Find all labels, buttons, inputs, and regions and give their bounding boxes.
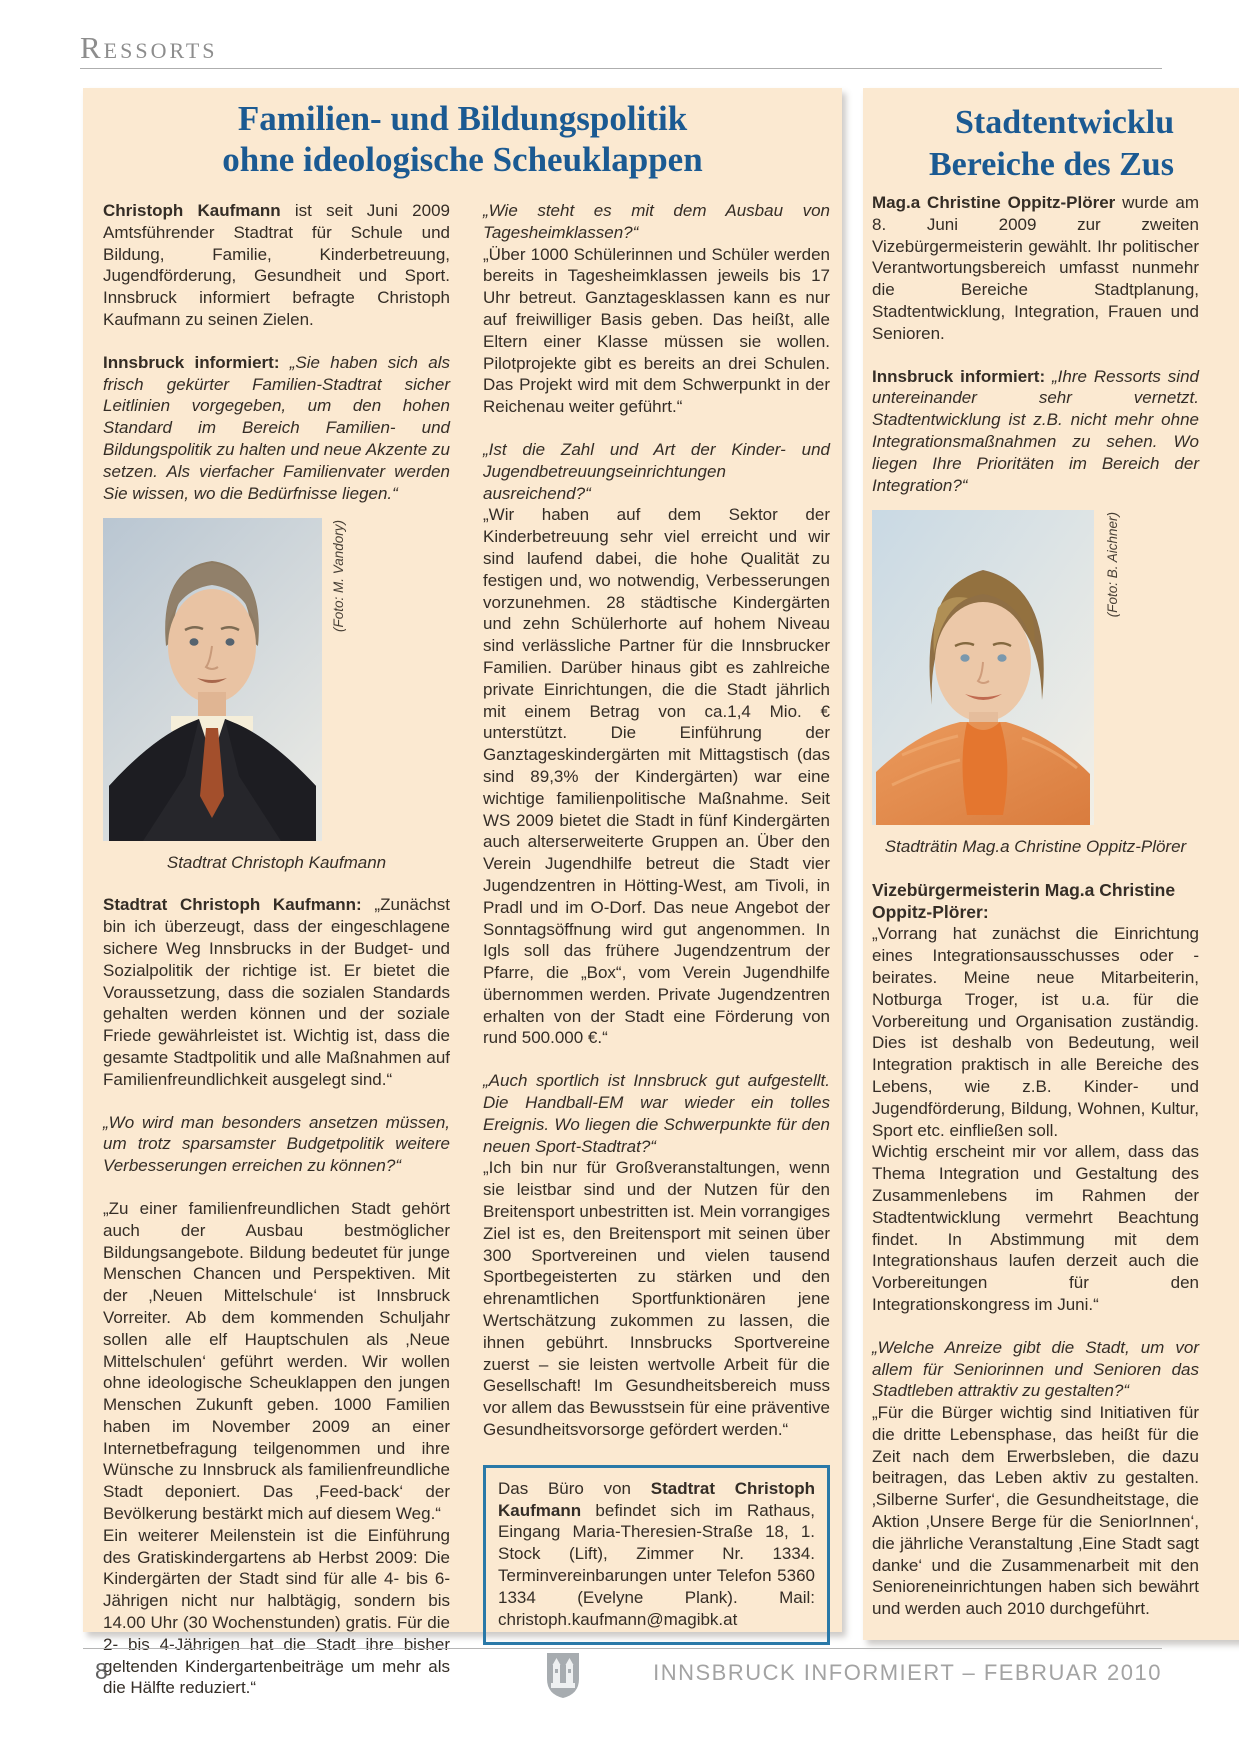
portrait-woman-image <box>872 510 1094 830</box>
answer-paragraph: „Zu einer familienfreundlichen Stadt gehört auch der Ausbau bestmöglicher Bildungsangebote. Bildung bedeutet für junge Menschen Chancen und Perspektiven. Mit der ‚Neuen Mittelschule‘ ist Innsbruck Vorreiter. Ab dem kommenden Schuljahr sollen alle elf Hauptschulen als ‚Neue Mittelschulen‘ geführt werden. Wir wollen ohne ideologische Scheuklappen den jungen Menschen Zukunft geben. 1000 Familien haben im November 2009 an einer Internetbefragung teilgenommen und ihre Wünsche zu Innsbruck als familienfreundliche Stadt deponiert. Das ‚Feed-back‘ der Bevölkerung bestärkt mich auf diesem Weg.“ <box>103 1198 450 1524</box>
answer-paragraph: „Ich bin nur für Großveranstaltungen, wenn sie leistbar sind und der Nutzen für den Breitensport unbestritten ist. Mein vorrangiges Ziel ist es, den Breitensport mit seinen über 300 Sportvereinen und vielen tausend Sportbegeisterten zu stärken und den ehrenamtlichen Sportfunktionären jene Wertschätzung zukommen zu lassen, die ihnen gebührt. Innsbrucks Sportvereine zuerst – sie leisten wertvolle Arbeit für die Gesellschaft! Im Gesundheitsbereich muss vor allem das Bewusstsein für eine präventive Gesundheitsvorsorge gefördert werden.“ <box>483 1158 830 1440</box>
article-city-title-line2: Bereiche des Zus <box>929 146 1174 183</box>
answer-paragraph: Wichtig erscheint mir vor allem, dass das Thema Integration und Gestaltung des Zusammenlebens im Rahmen der Stadtentwicklung vermehrt Beachtung findet. In Abstimmung mit dem Integrationshaus laufen derzeit auch die Vorbereitungen für den Integrationskongress im Juni.“ <box>872 1142 1199 1314</box>
footer-issue-label: INNSBRUCK INFORMIERT – FEBRUAR 2010 <box>653 1660 1162 1685</box>
answer-text: „Zunächst bin ich überzeugt, dass der eingeschlagene sichere Weg Innsbrucks in der Budget- und Sozialpolitik der richtige ist. Er bietet die Voraussetzung, dass die sozialen Standards gehalten werden können und der soziale Friede gewährleistet ist. Wichtig ist, dass die gesamte Stadtpolitik und alle Maßnahmen auf Familienfreundlichkeit ausgelegt sind.“ <box>103 895 450 1089</box>
page-number: 8 <box>95 1658 108 1684</box>
column-1 <box>103 200 450 1699</box>
answer-paragraph: „Für die Bürger wichtig sind Initiativen für die dritte Lebensphase, das heißt für die Zeit nach dem Erwerbsleben, die dazu beitragen, das Leben aktiv zu gestalten. ‚Silberne Surfer‘, die Gesundheitstage, die Aktion ‚Unsere Berge für die SeniorInnen‘, die jährliche Veranstaltung ‚Eine Stadt sagt danke‘ und die Zusammenarbeit mit den Senioreneinrichtungen haben sich bewährt und werden auch 2010 durchgeführt. <box>872 1403 1199 1619</box>
question: „Ist die Zahl und Art der Kinder- und Jugendbetreuungseinrichtungen ausreichend?“ <box>483 439 830 503</box>
photo-credit: (Foto: B. Aichner) <box>1105 512 1120 618</box>
photo-christine-oppitz-ploerer <box>872 510 1120 830</box>
section-kicker: Ressorts <box>80 30 218 65</box>
article-city-panel <box>863 88 1239 1640</box>
footer-rule <box>83 1648 1162 1649</box>
intro-text: wurde am 8. Juni 2009 zur zweiten Vizebürgermeisterin gewählt. Ihr politischer Verantwortungsbereich umfasst nunmehr die Bereiche Stadtplanung, Stadtentwicklung, Integration, Frauen und Senioren. <box>872 193 1199 343</box>
interviewer-label: Innsbruck informiert: <box>103 352 290 372</box>
portrait-man-image <box>103 518 322 846</box>
answer-paragraph: „Vorrang hat zunächst die Einrichtung eines Integrationsausschusses oder -beirates. Meine neue Mitarbeiterin, Notburga Troger, ist u.a. für die Vorbereitung und Organisation zuständig. Dies ist deshalb von Bedeutung, weil Integration praktisch in alle Bereiche des Lebens, wie z.B. Kinder- und Jugendförderung, Bildung, Wohnen, Kultur, Sport etc. einfließen soll. <box>872 924 1199 1140</box>
info-bold-name: Stadtrat Christoph Kaufmann <box>498 1478 815 1520</box>
article-city-body <box>872 192 1199 1620</box>
title-line-1: Familien- und Bildungspolitik <box>237 99 688 138</box>
column-2 <box>483 200 830 1699</box>
photo-caption: Stadtrat Christoph Kaufmann <box>166 853 387 873</box>
intro-text: ist seit Juni 2009 Amtsführender Stadtrat für Schule und Bildung, Familie, Kinderbetreuung, Jugendförderung, Gesundheit und Sport. Innsbruck informiert befragte Christoph Kaufmann zu seinen Zielen. <box>103 201 451 329</box>
innsbruck-coat-of-arms-icon <box>545 1652 581 1704</box>
question: „Wie steht es mit dem Ausbau von Tagesheimklassen?“ <box>483 201 830 242</box>
intro-paragraph <box>872 192 1199 345</box>
answer-paragraph: „Über 1000 Schülerinnen und Schüler werden bereits in Tagesheimklassen jeweils bis 17 Uhr betreut. Ganztagesklassen kann es nur auf freiwilliger Basis geben. Das heißt, alle Eltern einer Klasse müssen sie wollen. Pilotprojekte gibt es bereits an drei Schulen. Das Projekt wird mit dem Schwerpunkt in der Reichenau weiter geführt.“ <box>483 244 830 417</box>
intro-lead-name: Mag.a Christine Oppitz-Plörer <box>872 193 1116 212</box>
info-text: Das Büro von <box>498 1478 651 1498</box>
answer-paragraph: „Wir haben auf dem Sektor der Kinderbetreuung sehr viel erreicht und wir sind laufend dabei, die hohe Qualität zu festigen und, wo notwendig, Verbesserungen vorzunehmen. 28 städtische Kindergärten und zehn Schülerhorte auf hohem Niveau sind verlässliche Partner für die Innsbrucker Familien. Darüber hinaus gibt es zahlreiche private Einrichtungen, die die Stadt jährlich mit einem Betrag von ca.1,4 Mio. € unterstützt. Die Einführung der Ganztageskindergärten mit Mittagstisch (das sind 89,3% der Kindergärten) war eine wichtige familienpolitische Maßnahme. Seit WS 2009 bietet die Stadt in fünf Kindergärten auch alterserweiterte Gruppen an. Über den Verein Jugendhilfe betreut die Stadt vier Jugendzentren in Hötting-West, am Tivoli, in Pradl und im O-Dorf. Das neue Angebot der Sonntagsöffnung wird gut angenommen. In Igls soll das frühere Jugendzentrum der Pfarre, die „Box“, vom Verein Jugendhilfe übernommen werden. Private Jugendzentren erhalten von der Stadt eine Förderung von rund 500.000 €.“ <box>483 505 830 1048</box>
intro-paragraph <box>103 200 450 331</box>
answer-paragraph: Ein weiterer Meilenstein ist die Einführung des Gratiskindergartens ab Herbst 2009: Die Kindergärten der Stadt sind für alle 4- bis 6-Jährigen nicht nur halbtägig, sondern bis 14.00 Uhr (30 Wochenstunden) gratis. Für die 2- bis 4-Jährigen hat die Stadt ihre bisher geltenden Kindergartenbeiträge um mehr als die Hälfte reduziert.“ <box>103 1525 450 1698</box>
article-family-title <box>83 98 842 180</box>
question: „Welche Anreize gibt die Stadt, um vor allem für Seniorinnen und Senioren das Stadtleben attraktiv zu gestalten?“ <box>872 1337 1199 1401</box>
photo-caption: Stadträtin Mag.a Christine Oppitz-Plörer <box>884 837 1187 857</box>
question: „Wo wird man besonders ansetzen müssen, um trotz sparsamster Budgetpolitik weitere Verbesserungen erreichen zu können?“ <box>103 1112 450 1176</box>
article-city-title-line1: Stadtentwicklu <box>955 104 1175 141</box>
header-rule <box>80 68 1162 69</box>
interviewer-label: Innsbruck informiert: <box>872 366 1053 386</box>
question-intro <box>103 352 450 505</box>
office-info-box <box>483 1465 830 1646</box>
article-family-panel <box>83 88 842 1698</box>
photo-christoph-kaufmann <box>103 518 346 846</box>
title-line-2: ohne ideologische Scheuklappen <box>222 140 703 179</box>
answer-paragraph <box>103 894 450 1090</box>
question-intro <box>872 366 1199 497</box>
question-text: „Ihre Ressorts sind untereinander sehr vernetzt. Stadtentwicklung ist z.B. nicht mehr ohne Integrationsmaßnahmen zu sehen. Wo liegen Ihre Prioritäten im Bereich der Integration?“ <box>872 366 1199 495</box>
intro-lead-name: Christoph Kaufmann <box>103 201 281 220</box>
photo-credit: (Foto: M. Vandory) <box>331 520 346 633</box>
article-family-columns <box>103 200 830 1699</box>
question-text: „Sie haben sich als frisch gekürter Familien-Stadtrat sicher Leitlinien vorgegeben, um den hohen Standard im Bereich Familien- und Bildungspolitik zu halten und neue Akzente zu setzen. Als vierfacher Familienvater werden Sie wissen, wo die Bedürfnisse liegen.“ <box>103 352 451 503</box>
speaker-label: Stadtrat Christoph Kaufmann: <box>103 895 375 915</box>
question: „Auch sportlich ist Innsbruck gut aufgestellt. Die Handball-EM war wieder ein tolles Ereignis. Wo liegen die Schwerpunkte für den neuen Sport-Stadtrat?“ <box>483 1071 830 1156</box>
info-text: befindet sich im Rathaus, Eingang Maria-Theresien-Straße 18, 1. Stock (Lift), Zimmer Nr. 1334. Terminvereinbarungen unter Telefon 5360 1334 (Evelyne Plank). Mail: christoph.kaufmann@magibk.at <box>498 1500 815 1629</box>
speaker-heading: Vizebürgermeisterin Mag.a Christine Oppitz-Plörer: <box>872 880 1176 923</box>
